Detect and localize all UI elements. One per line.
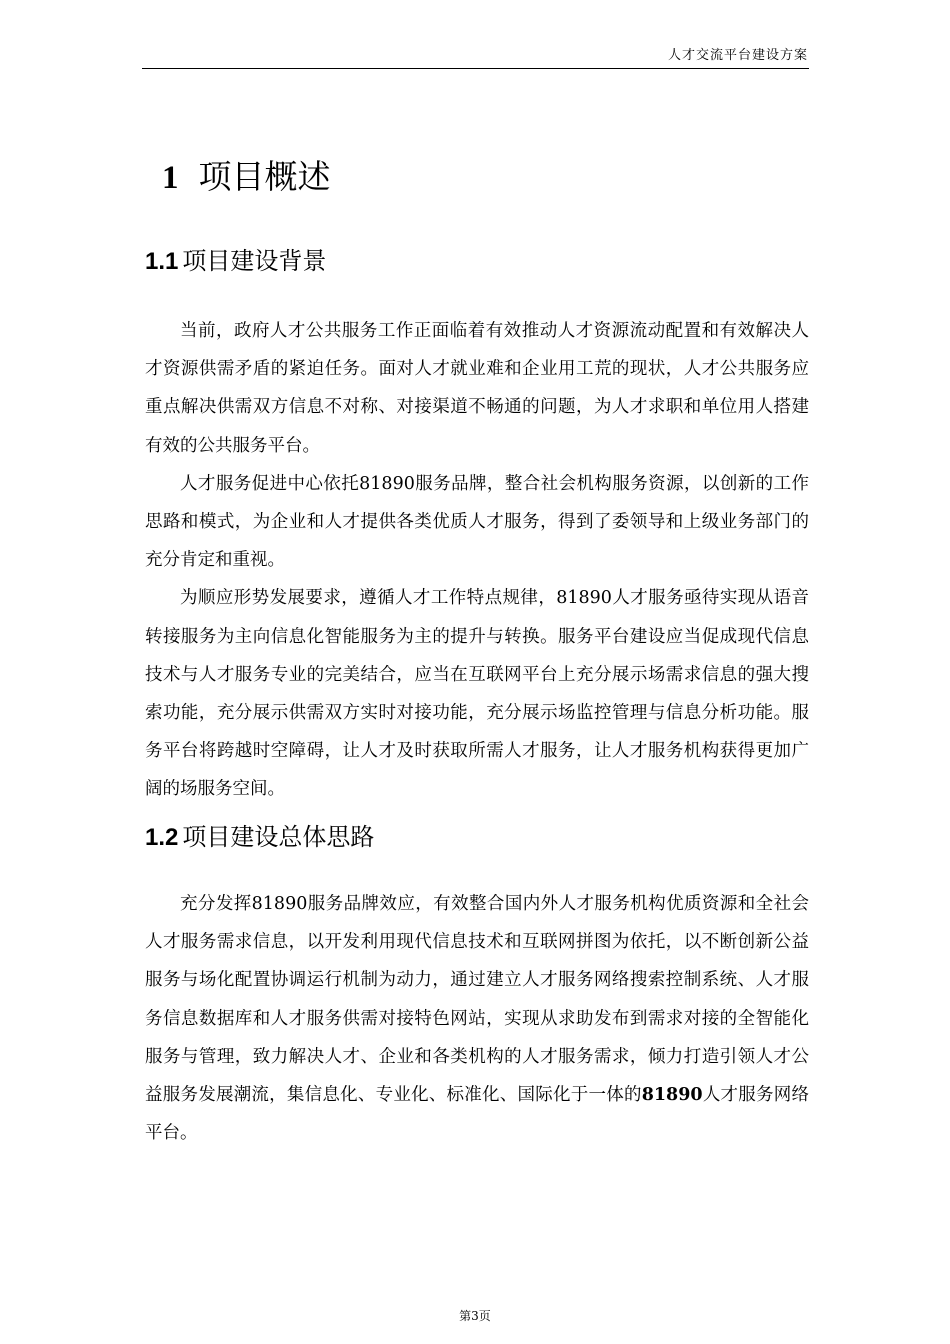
running-header-title: 人才交流平台建设方案 (667, 48, 808, 63)
paragraph: 人才服务促进中心依托81890服务品牌，整合社会机构服务资源，以创新的工作思路和模式，为企业和人才提供各类优质人才服务，得到了委领导和上级业务部门的充分肯定和重视。 (145, 473, 809, 571)
header-rule (142, 68, 809, 69)
section-heading-1-2 (145, 820, 374, 855)
paragraph: 为顺应形势发展要求，遵循人才工作特点规律，81890人才服务亟待实现从语音转接服务为主向信息化智能服务为主的提升与转换。服务平台建设应当促成现代信息技术与人才服务专业的完美结合，应当在互联网平台上充分展示场需求信息的强大搜索功能，充分展示供需双方实时对接功能，充分展示场监控管理与信息分析功能。服务平台将跨越时空障碍，让人才及时获取所需人才服务，让人才服务机构获得更加广阔的场服务空间。 (145, 588, 809, 800)
section-number: 1.1 (145, 248, 179, 275)
bold-brand-number: 81890 (641, 1085, 703, 1106)
page-number: 第3页 (459, 1309, 491, 1323)
section-number: 1.2 (145, 824, 179, 851)
paragraph-text: 人才服务网络平台。 (145, 1085, 810, 1144)
paragraph-text: 充分发挥81890服务品牌效应，有效整合国内外人才服务机构优质资源和全社会人才服务需求信息，以开发利用现代信息技术和互联网拼图为依托，以不断创新公益服务与场化配置协调运行机制为动力，通过建立人才服务网络搜索控制系统、人才服务信息数据库和人才服务供需对接特色网站，实现从求助发布到需求对接的全智能化服务与管理，致力解决人才、企业和各类机构的人才服务需求，倾力打造引领人才公益服务发展潮流，集信息化、专业化、标准化、国际化于一体的 (145, 894, 809, 1106)
chapter-heading (162, 154, 331, 201)
paragraph: 当前，政府人才公共服务工作正面临着有效推动人才资源流动配置和有效解决人才资源供需矛盾的紧迫任务。面对人才就业难和企业用工荒的现状，人才公共服务应重点解决供需双方信息不对称、对接渠道不畅通的问题，为人才求职和单位用人搭建有效的公共服务平台。 (145, 321, 809, 456)
chapter-title-text: 项目概述 (198, 157, 331, 196)
section-heading-1-1 (145, 244, 326, 279)
section-1-1-body (145, 312, 809, 809)
section-title-text: 项目建设总体思路 (182, 823, 375, 851)
section-title-text: 项目建设背景 (182, 247, 327, 275)
chapter-number: 1 (162, 160, 179, 196)
section-1-2-body (145, 885, 809, 1152)
paragraph (145, 885, 809, 1152)
